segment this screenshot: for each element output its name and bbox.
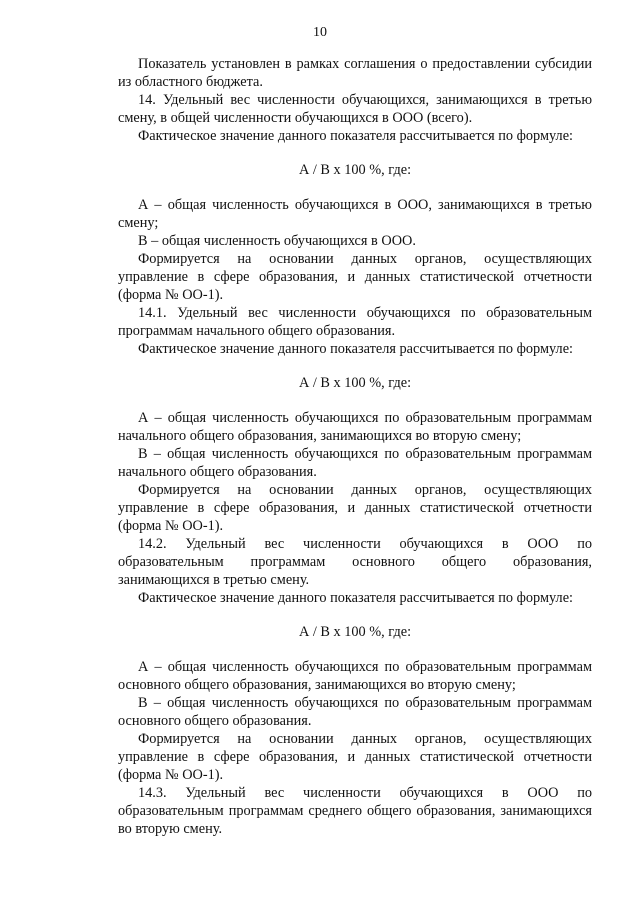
definition-b: В – общая численность обучающихся по образовательным программам основного общего образования. bbox=[118, 695, 592, 729]
definition-a: А – общая численность обучающихся по образовательным программам начального общего образования, занимающихся во вторую смену; bbox=[118, 410, 592, 444]
page-number: 10 bbox=[313, 25, 327, 40]
document-body bbox=[118, 55, 592, 838]
formula: А / В х 100 %, где: bbox=[298, 375, 412, 391]
formula: А / В х 100 %, где: bbox=[298, 624, 412, 640]
paragraph: Показатель установлен в рамках соглашения о предоставлении субсидии из областного бюджета. bbox=[118, 56, 592, 90]
definition-a: А – общая численность обучающихся в ООО, занимающихся в третью смену; bbox=[118, 197, 592, 231]
definition-b: В – общая численность обучающихся в ООО. bbox=[138, 233, 416, 249]
formula-intro: Фактическое значение данного показателя рассчитывается по формуле: bbox=[138, 341, 574, 357]
source-note: Формируется на основании данных органов, осуществляющих управление в сфере образования, и данных статистической отчетности (форма № ОО-1). bbox=[118, 731, 592, 783]
formula-intro: Фактическое значение данного показателя рассчитывается по формуле: bbox=[138, 590, 574, 606]
section-heading-14-1: 14.1. Удельный вес численности обучающихся по образовательным программам начального общего образования. bbox=[118, 305, 592, 339]
section-heading-14-3: 14.3. Удельный вес численности обучающихся в ООО по образовательным программам среднего общего образования, занимающихся во вторую смену. bbox=[118, 785, 592, 837]
definition-b: В – общая численность обучающихся по образовательным программам начального общего образования. bbox=[118, 446, 592, 480]
source-note: Формируется на основании данных органов, осуществляющих управление в сфере образования, и данных статистической отчетности (форма № ОО-1). bbox=[118, 251, 592, 303]
formula-intro: Фактическое значение данного показателя рассчитывается по формуле: bbox=[138, 128, 574, 144]
formula: А / В х 100 %, где: bbox=[298, 162, 412, 178]
section-heading-14: 14. Удельный вес численности обучающихся, занимающихся в третью смену, в общей численности обучающихся в ООО (всего). bbox=[118, 92, 592, 126]
source-note: Формируется на основании данных органов, осуществляющих управление в сфере образования, и данных статистической отчетности (форма № ОО-1). bbox=[118, 482, 592, 534]
section-heading-14-2: 14.2. Удельный вес численности обучающихся в ООО по образовательным программам основного общего образования, занимающихся в третью смену. bbox=[118, 536, 592, 588]
definition-a: А – общая численность обучающихся по образовательным программам основного общего образования, занимающихся во вторую смену; bbox=[118, 659, 592, 693]
